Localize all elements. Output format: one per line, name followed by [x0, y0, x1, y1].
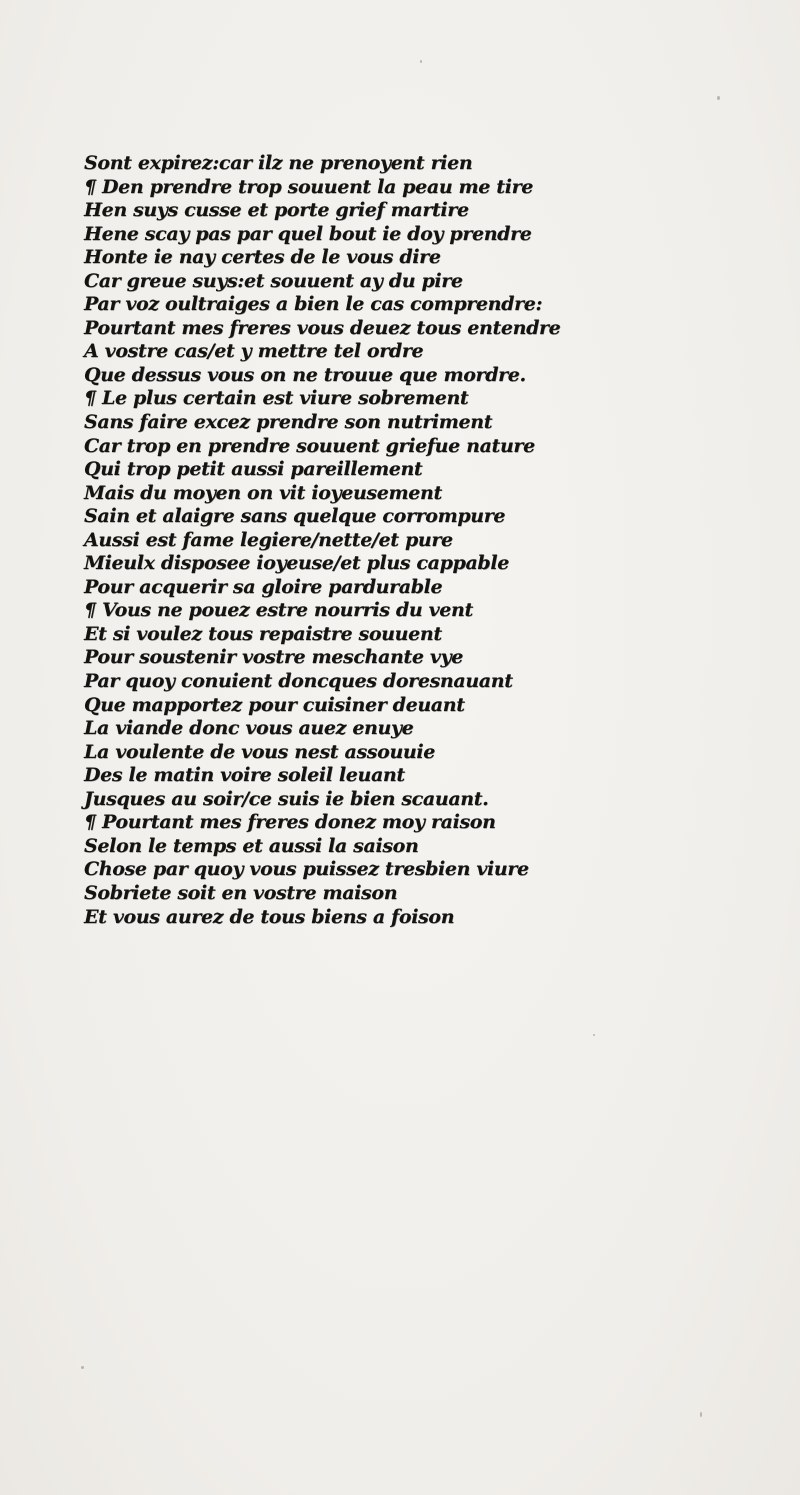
- verse-line: Pourtant mes freres vous deuez tous entendre: [84, 316, 561, 339]
- verse-line: Honte ie nay certes de le vous dire: [84, 246, 441, 269]
- verse-line: La viande donc vous auez enuye: [84, 717, 414, 740]
- paper-speck: [717, 96, 720, 100]
- verse-line: Qui trop petit aussi pareillement: [84, 458, 423, 481]
- verse-line: Sobriete soit en vostre maison: [84, 881, 398, 904]
- verse-line: Car trop en prendre souuent griefue nature: [84, 434, 535, 457]
- verse-line: Sont expirez:car ilz ne prenoyent rien: [84, 152, 473, 174]
- verse-line: Par quoy conuient doncques doresnauant: [84, 670, 513, 693]
- verse-line: Et vous aurez de tous biens a foison: [84, 905, 455, 928]
- verse-line: ¶ Den prendre trop souuent la peau me tire: [84, 175, 534, 198]
- verse-line: Hene scay pas par quel bout ie doy prendre: [84, 222, 532, 245]
- verse-line: Jusques au soir/ce suis ie bien scauant.: [84, 787, 489, 810]
- verse-line: Et si voulez tous repaistre souuent: [84, 622, 442, 645]
- verse-line: Que dessus vous on ne trouue que mordre.: [84, 363, 526, 386]
- verse-line: Selon le temps et aussi la saison: [84, 834, 419, 857]
- verse-line: ¶ Pourtant mes freres donez moy raison: [84, 811, 496, 834]
- paper-speck: [420, 60, 422, 63]
- verse-line: ¶ Vous ne pouez estre nourris du vent: [84, 599, 473, 622]
- verse-line: Hen suys cusse et porte grief martire: [84, 199, 469, 222]
- paper-speck: [593, 1034, 595, 1036]
- verse-line: Chose par quoy vous puissez tresbien viure: [84, 858, 529, 881]
- verse-text-block: [84, 152, 724, 929]
- paper-speck: [81, 1366, 84, 1369]
- verse-line: Mieulx disposee ioyeuse/et plus cappable: [84, 552, 509, 575]
- verse-line: ¶ Le plus certain est viure sobrement: [84, 387, 469, 410]
- verse-line: Sain et alaigre sans quelque corrompure: [84, 505, 506, 528]
- verse-line: Mais du moyen on vit ioyeusement: [84, 481, 442, 504]
- verse-line: Pour acquerir sa gloire pardurable: [84, 575, 443, 598]
- paper-speck: [700, 1412, 702, 1417]
- verse-line: Par voz oultraiges a bien le cas comprendre:: [84, 293, 543, 316]
- verse-line: Que mapportez pour cuisiner deuant: [84, 693, 465, 716]
- verse-line: A vostre cas/et y mettre tel ordre: [84, 340, 424, 363]
- verse-line: La voulente de vous nest assouuie: [84, 740, 435, 763]
- verse-line: Des le matin voire soleil leuant: [84, 764, 405, 787]
- verse-line: Car greue suys:et souuent ay du pire: [84, 269, 463, 292]
- verse-line: Sans faire excez prendre son nutriment: [84, 411, 493, 434]
- verse-line: Aussi est fame legiere/nette/et pure: [84, 528, 453, 551]
- verse-line: Pour soustenir vostre meschante vye: [84, 646, 463, 669]
